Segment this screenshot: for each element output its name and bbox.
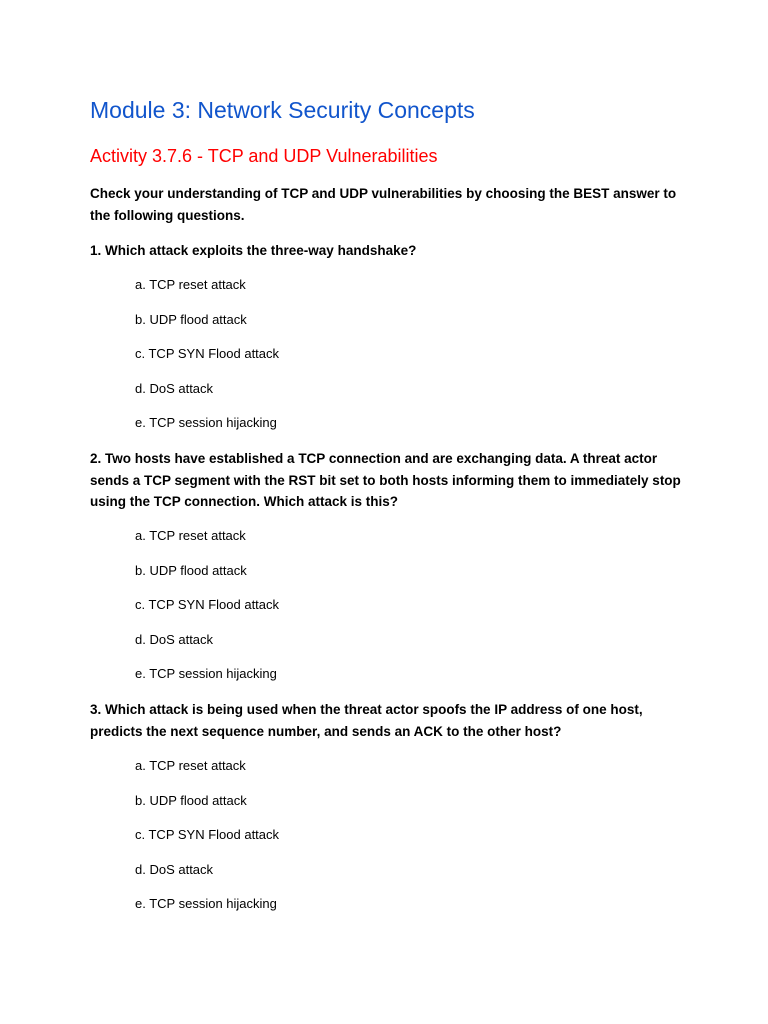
question-1-option-c: c. TCP SYN Flood attack (135, 346, 280, 361)
question-2-option-c: c. TCP SYN Flood attack (135, 597, 280, 612)
question-3-option-d: d. DoS attack (135, 862, 214, 877)
question-3-option-e: e. TCP session hijacking (135, 896, 277, 911)
question-3-option-b: b. UDP flood attack (135, 793, 247, 808)
question-3-option-c: c. TCP SYN Flood attack (135, 827, 280, 842)
question-1-option-b: b. UDP flood attack (135, 312, 247, 327)
question-1-option-d: d. DoS attack (135, 381, 214, 396)
activity-title: Activity 3.7.6 - TCP and UDP Vulnerabilities (90, 146, 438, 166)
intro-text: Check your understanding of TCP and UDP vulnerabilities by choosing the BEST answer to the following questions. (90, 186, 677, 223)
question-3-option-a: a. TCP reset attack (135, 758, 246, 773)
question-1-text: 1. Which attack exploits the three-way handshake? (90, 243, 417, 258)
question-2-option-d: d. DoS attack (135, 632, 214, 647)
module-title: Module 3: Network Security Concepts (90, 97, 475, 123)
question-2-option-b: b. UDP flood attack (135, 563, 247, 578)
question-1-option-e: e. TCP session hijacking (135, 415, 277, 430)
question-2-option-a: a. TCP reset attack (135, 528, 246, 543)
question-1-option-a: a. TCP reset attack (135, 277, 246, 292)
question-3-text: 3. Which attack is being used when the threat actor spoofs the IP address of one host, predicts the next sequence number, and sends an ACK to the other host? (90, 702, 643, 739)
question-2-text: 2. Two hosts have established a TCP connection and are exchanging data. A threat actor sends a TCP segment with the RST bit set to both hosts informing them to immediately stop using the TCP connection. Which attack is this? (90, 451, 681, 509)
question-2-option-e: e. TCP session hijacking (135, 666, 277, 681)
